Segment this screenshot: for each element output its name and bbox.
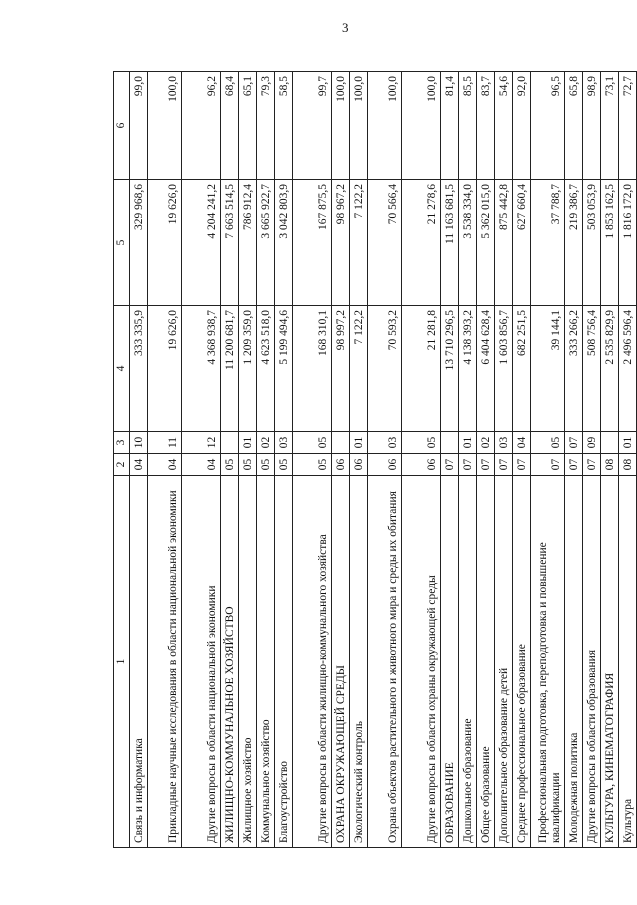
cell-subsection: 05 xyxy=(531,432,565,454)
cell-actual: 19 626,0 xyxy=(148,180,182,306)
cell-actual: 5 362 015,0 xyxy=(477,180,495,306)
header-row xyxy=(114,72,130,848)
cell-actual: 167 875,5 xyxy=(293,180,332,306)
cell-actual: 70 566,4 xyxy=(368,180,402,306)
cell-actual: 786 912,4 xyxy=(239,180,257,306)
table-row xyxy=(368,72,402,848)
cell-section: 06 xyxy=(402,454,441,476)
cell-subsection: 11 xyxy=(148,432,182,454)
cell-name: Другие вопросы в области образования xyxy=(583,476,601,848)
table-row xyxy=(402,72,441,848)
cell-actual: 503 053,9 xyxy=(583,180,601,306)
cell-name: ЖИЛИЩНО-КОММУНАЛЬНОЕ ХОЗЯЙСТВО xyxy=(221,476,239,848)
cell-percent: 100,0 xyxy=(332,72,350,180)
cell-subsection xyxy=(601,432,619,454)
table-row xyxy=(531,72,565,848)
cell-percent: 65,8 xyxy=(565,72,583,180)
cell-percent: 98,9 xyxy=(583,72,601,180)
cell-actual: 11 163 681,5 xyxy=(441,180,459,306)
cell-percent: 79,3 xyxy=(257,72,275,180)
cell-actual: 627 660,4 xyxy=(513,180,531,306)
table-row xyxy=(477,72,495,848)
cell-section: 07 xyxy=(459,454,477,476)
cell-name: Экологический контроль xyxy=(350,476,368,848)
cell-section: 07 xyxy=(513,454,531,476)
table-row xyxy=(601,72,619,848)
cell-section: 08 xyxy=(619,454,637,476)
cell-planned: 333 266,2 xyxy=(565,306,583,432)
cell-planned: 6 404 628,4 xyxy=(477,306,495,432)
table-row xyxy=(565,72,583,848)
table-row xyxy=(130,72,148,848)
cell-name: Другие вопросы в области жилищно-коммунального хозяйства xyxy=(293,476,332,848)
table-row xyxy=(221,72,239,848)
cell-actual: 7 122,2 xyxy=(350,180,368,306)
cell-subsection: 09 xyxy=(583,432,601,454)
cell-planned: 2 496 596,4 xyxy=(619,306,637,432)
cell-planned: 682 251,5 xyxy=(513,306,531,432)
cell-actual: 1 816 172,0 xyxy=(619,180,637,306)
cell-percent: 99,7 xyxy=(293,72,332,180)
cell-section: 05 xyxy=(221,454,239,476)
cell-subsection: 03 xyxy=(495,432,513,454)
cell-percent: 85,5 xyxy=(459,72,477,180)
cell-percent: 96,2 xyxy=(182,72,221,180)
header-col-5: 5 xyxy=(114,180,130,306)
cell-actual: 37 788,7 xyxy=(531,180,565,306)
cell-subsection: 05 xyxy=(293,432,332,454)
cell-percent: 99,0 xyxy=(130,72,148,180)
cell-planned: 4 138 393,2 xyxy=(459,306,477,432)
cell-planned: 4 623 518,0 xyxy=(257,306,275,432)
cell-actual: 4 204 241,2 xyxy=(182,180,221,306)
table-row xyxy=(513,72,531,848)
cell-section: 05 xyxy=(257,454,275,476)
cell-percent: 68,4 xyxy=(221,72,239,180)
cell-subsection: 12 xyxy=(182,432,221,454)
table-row xyxy=(182,72,221,848)
cell-name: Прикладные научные исследования в области национальной экономики xyxy=(148,476,182,848)
cell-planned: 1 209 359,0 xyxy=(239,306,257,432)
header-col-3: 3 xyxy=(114,432,130,454)
cell-subsection: 03 xyxy=(368,432,402,454)
cell-subsection: 01 xyxy=(350,432,368,454)
cell-section: 05 xyxy=(275,454,293,476)
table-row xyxy=(293,72,332,848)
cell-section: 05 xyxy=(239,454,257,476)
cell-percent: 92,0 xyxy=(513,72,531,180)
cell-planned: 7 122,2 xyxy=(350,306,368,432)
cell-section: 06 xyxy=(332,454,350,476)
cell-planned: 4 368 938,7 xyxy=(182,306,221,432)
cell-subsection: 05 xyxy=(402,432,441,454)
cell-section: 07 xyxy=(495,454,513,476)
cell-planned: 21 281,8 xyxy=(402,306,441,432)
table-row xyxy=(332,72,350,848)
table-row xyxy=(275,72,293,848)
cell-planned: 5 199 494,6 xyxy=(275,306,293,432)
table-row xyxy=(257,72,275,848)
cell-percent: 72,7 xyxy=(619,72,637,180)
cell-planned: 2 535 829,9 xyxy=(601,306,619,432)
cell-section: 07 xyxy=(441,454,459,476)
cell-actual: 329 968,6 xyxy=(130,180,148,306)
cell-actual: 875 442,8 xyxy=(495,180,513,306)
cell-subsection: 03 xyxy=(275,432,293,454)
cell-planned: 168 310,1 xyxy=(293,306,332,432)
cell-subsection: 04 xyxy=(513,432,531,454)
cell-name: Охрана объектов растительного и животного мира и среды их обитания xyxy=(368,476,402,848)
cell-subsection: 01 xyxy=(239,432,257,454)
cell-percent: 96,5 xyxy=(531,72,565,180)
table-row xyxy=(350,72,368,848)
header-col-1: 1 xyxy=(114,476,130,848)
cell-section: 07 xyxy=(565,454,583,476)
table-row xyxy=(619,72,637,848)
cell-planned: 11 200 681,7 xyxy=(221,306,239,432)
cell-planned: 333 335,9 xyxy=(130,306,148,432)
header-col-4: 4 xyxy=(114,306,130,432)
cell-name: ОХРАНА ОКРУЖАЮЩЕЙ СРЕДЫ xyxy=(332,476,350,848)
cell-section: 07 xyxy=(583,454,601,476)
cell-section: 06 xyxy=(368,454,402,476)
cell-percent: 54,6 xyxy=(495,72,513,180)
cell-name: Жилищное хозяйство xyxy=(239,476,257,848)
cell-section: 04 xyxy=(130,454,148,476)
cell-actual: 3 042 803,9 xyxy=(275,180,293,306)
table-row xyxy=(495,72,513,848)
cell-percent: 58,5 xyxy=(275,72,293,180)
cell-actual: 3 538 334,0 xyxy=(459,180,477,306)
cell-planned: 70 593,2 xyxy=(368,306,402,432)
cell-name: Связь и информатика xyxy=(130,476,148,848)
cell-section: 08 xyxy=(601,454,619,476)
cell-actual: 21 278,6 xyxy=(402,180,441,306)
cell-subsection: 01 xyxy=(619,432,637,454)
cell-subsection: 02 xyxy=(477,432,495,454)
cell-planned: 98 997,2 xyxy=(332,306,350,432)
cell-subsection: 10 xyxy=(130,432,148,454)
cell-name: Коммунальное хозяйство xyxy=(257,476,275,848)
cell-percent: 100,0 xyxy=(402,72,441,180)
cell-planned: 13 710 296,5 xyxy=(441,306,459,432)
cell-section: 05 xyxy=(293,454,332,476)
cell-section: 06 xyxy=(350,454,368,476)
table-row xyxy=(148,72,182,848)
cell-name: ОБРАЗОВАНИЕ xyxy=(441,476,459,848)
cell-name: Молодежная политика xyxy=(565,476,583,848)
header-col-2: 2 xyxy=(114,454,130,476)
cell-planned: 19 626,0 xyxy=(148,306,182,432)
cell-name: Среднее профессиональное образование xyxy=(513,476,531,848)
cell-section: 04 xyxy=(182,454,221,476)
cell-percent: 65,1 xyxy=(239,72,257,180)
cell-name: КУЛЬТУРА, КИНЕМАТОГРАФИЯ xyxy=(601,476,619,848)
cell-subsection: 07 xyxy=(565,432,583,454)
cell-actual: 219 386,7 xyxy=(565,180,583,306)
cell-percent: 73,1 xyxy=(601,72,619,180)
cell-section: 07 xyxy=(531,454,565,476)
page-number: 3 xyxy=(342,20,349,35)
table-row xyxy=(583,72,601,848)
cell-name: Благоустройство xyxy=(275,476,293,848)
cell-name: Общее образование xyxy=(477,476,495,848)
cell-subsection: 02 xyxy=(257,432,275,454)
cell-subsection xyxy=(221,432,239,454)
cell-section: 04 xyxy=(148,454,182,476)
header-col-6: 6 xyxy=(114,72,130,180)
cell-name: Дошкольное образование xyxy=(459,476,477,848)
cell-name: Другие вопросы в области национальной экономики xyxy=(182,476,221,848)
cell-name: Другие вопросы в области охраны окружающей среды xyxy=(402,476,441,848)
cell-actual: 1 853 162,5 xyxy=(601,180,619,306)
cell-percent: 81,4 xyxy=(441,72,459,180)
table-row xyxy=(441,72,459,848)
cell-name: Профессиональная подготовка, переподготовка и повышение квалификации xyxy=(531,476,565,848)
cell-actual: 3 665 922,7 xyxy=(257,180,275,306)
cell-subsection xyxy=(441,432,459,454)
cell-percent: 100,0 xyxy=(148,72,182,180)
cell-subsection: 01 xyxy=(459,432,477,454)
cell-section: 07 xyxy=(477,454,495,476)
cell-subsection xyxy=(332,432,350,454)
cell-planned: 508 756,4 xyxy=(583,306,601,432)
cell-actual: 98 967,2 xyxy=(332,180,350,306)
cell-percent: 83,7 xyxy=(477,72,495,180)
cell-actual: 7 663 514,5 xyxy=(221,180,239,306)
table-row xyxy=(239,72,257,848)
table-row xyxy=(459,72,477,848)
cell-name: Дополнительное образование детей xyxy=(495,476,513,848)
cell-percent: 100,0 xyxy=(350,72,368,180)
cell-planned: 39 144,1 xyxy=(531,306,565,432)
cell-percent: 100,0 xyxy=(368,72,402,180)
rotated-table-wrapper xyxy=(113,72,634,848)
budget-table xyxy=(113,71,637,848)
cell-planned: 1 603 856,7 xyxy=(495,306,513,432)
cell-name: Культура xyxy=(619,476,637,848)
